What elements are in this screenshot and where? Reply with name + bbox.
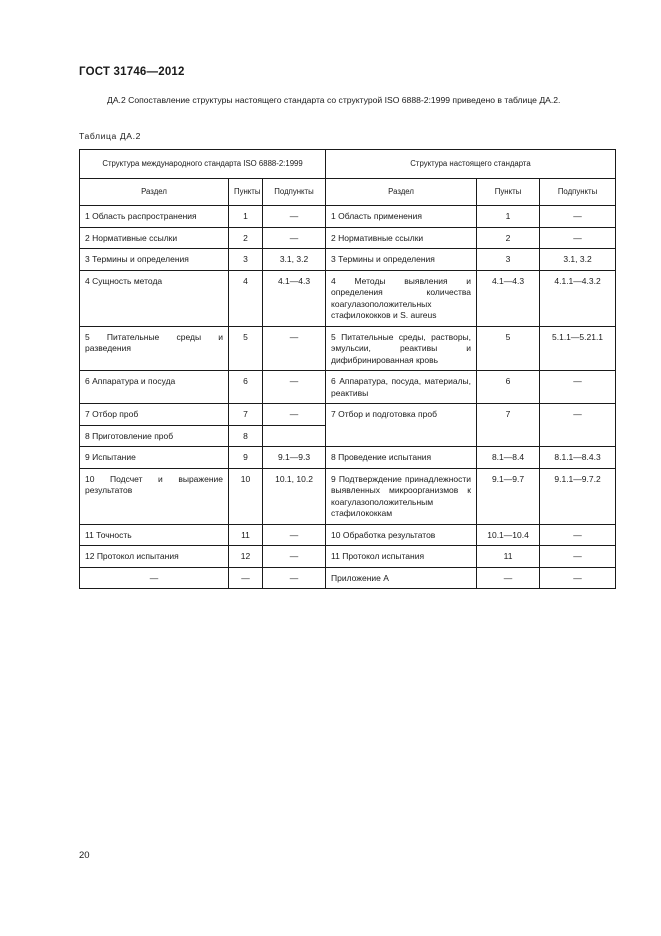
intl-subpoints-cell-empty [263,425,326,447]
nat-points-cell: 11 [477,546,540,568]
nat-section-cell: 2 Нормативные ссылки [326,227,477,249]
table-row [80,447,616,469]
table-row [80,206,616,228]
header-group-national: Структура настоящего стандарта [326,150,616,179]
nat-section-cell: 10 Обработка результатов [326,524,477,546]
intl-points-cell: 5 [229,326,263,371]
nat-points-cell: 10.1—10.4 [477,524,540,546]
intl-points-cell: 2 [229,227,263,249]
nat-subpoints-cell: — [540,567,616,589]
intl-section-cell: 6 Аппаратура и посуда [80,371,229,404]
intl-section-cell: 7 Отбор проб [80,404,229,426]
intl-points-cell: 12 [229,546,263,568]
intl-subpoints-cell: — [263,206,326,228]
intl-subpoints-cell: — [263,404,326,426]
intl-section-cell: 4 Сущность метода [80,270,229,326]
table-row [80,546,616,568]
intl-section-cell: — [80,567,229,589]
intl-points-cell: 9 [229,447,263,469]
table-row [80,524,616,546]
intl-points-cell: 8 [229,425,263,447]
nat-points-cell: 8.1—8.4 [477,447,540,469]
table-row [80,249,616,271]
intl-section-cell: 1 Область распространения [80,206,229,228]
nat-points-cell: — [477,567,540,589]
document-header: ГОСТ 31746—2012 [79,66,185,78]
nat-points-cell: 6 [477,371,540,404]
header-group-international: Структура международного стандарта ISO 6888-2:1999 [80,150,326,179]
nat-section-cell: Приложение А [326,567,477,589]
table-row [80,270,616,326]
table-row [80,567,616,589]
nat-points-cell: 3 [477,249,540,271]
intl-subpoints-cell: 3.1, 3.2 [263,249,326,271]
nat-section-cell: 6 Аппаратура, посуда, материалы, реактивы [326,371,477,404]
table-row [80,404,616,426]
page-number: 20 [79,850,90,861]
table-row [80,227,616,249]
intl-points-cell: 7 [229,404,263,426]
header-section-international: Раздел [80,179,229,206]
nat-subpoints-cell: — [540,524,616,546]
header-subpoints-international: Подпункты [263,179,326,206]
nat-section-cell: 11 Протокол испытания [326,546,477,568]
nat-subpoints-cell: 4.1.1—4.3.2 [540,270,616,326]
comparison-table [79,149,616,589]
header-section-national: Раздел [326,179,477,206]
nat-section-cell: 7 Отбор и подготовка проб [326,404,477,447]
nat-section-cell: 3 Термины и определения [326,249,477,271]
nat-points-cell: 4.1—4.3 [477,270,540,326]
intl-points-cell: 1 [229,206,263,228]
intl-points-cell: 6 [229,371,263,404]
nat-section-cell: 9 Подтверждение принадлежности выявленных микроорганизмов к коагулазоположительным стафилококкам [326,468,477,524]
nat-points-cell: 7 [477,404,540,447]
header-points-national: Пункты [477,179,540,206]
nat-subpoints-cell: — [540,546,616,568]
intl-subpoints-cell: — [263,524,326,546]
table-row [80,326,616,371]
intl-section-cell: 11 Точность [80,524,229,546]
nat-subpoints-cell: — [540,206,616,228]
intl-section-cell: 2 Нормативные ссылки [80,227,229,249]
nat-subpoints-cell: 3.1, 3.2 [540,249,616,271]
intl-subpoints-cell: — [263,567,326,589]
intl-section-cell: 10 Подсчет и выражение результатов [80,468,229,524]
intl-subpoints-cell: 4.1—4.3 [263,270,326,326]
nat-subpoints-cell: 5.1.1—5.21.1 [540,326,616,371]
intl-section-cell: 5 Питательные среды и разведения [80,326,229,371]
nat-points-cell: 5 [477,326,540,371]
nat-subpoints-cell: 9.1.1—9.7.2 [540,468,616,524]
intl-section-cell: 8 Приготовление проб [80,425,229,447]
intl-section-cell: 12 Протокол испытания [80,546,229,568]
intl-points-cell: 4 [229,270,263,326]
intl-section-cell: 9 Испытание [80,447,229,469]
table-caption: Таблица ДА.2 [79,131,142,141]
nat-points-cell: 2 [477,227,540,249]
intl-subpoints-cell: — [263,326,326,371]
nat-section-cell: 1 Область применения [326,206,477,228]
intl-points-cell: — [229,567,263,589]
nat-section-cell: 5 Питательные среды, растворы, эмульсии, реактивы и дифибринированная кровь [326,326,477,371]
intl-subpoints-cell: — [263,546,326,568]
nat-subpoints-cell: 8.1.1—8.4.3 [540,447,616,469]
nat-subpoints-cell: — [540,371,616,404]
intl-points-cell: 10 [229,468,263,524]
intl-subpoints-cell: — [263,371,326,404]
intl-subpoints-cell: — [263,227,326,249]
header-points-international: Пункты [229,179,263,206]
intl-subpoints-cell: 9.1—9.3 [263,447,326,469]
intl-subpoints-cell: 10.1, 10.2 [263,468,326,524]
nat-subpoints-cell: — [540,404,616,447]
nat-points-cell: 1 [477,206,540,228]
nat-points-cell: 9.1—9.7 [477,468,540,524]
nat-section-cell: 8 Проведение испытания [326,447,477,469]
table-row [80,371,616,404]
intro-paragraph: ДА.2 Сопоставление структуры настоящего стандарта со структурой ISO 6888-2:1999 приведено в таблице ДА.2. [107,95,561,105]
header-subpoints-national: Подпункты [540,179,616,206]
nat-subpoints-cell: — [540,227,616,249]
nat-section-cell: 4 Методы выявления и определения количества коагулазоположительных стафилококков и S. aureus [326,270,477,326]
intl-points-cell: 3 [229,249,263,271]
table-row [80,468,616,524]
intl-section-cell: 3 Термины и определения [80,249,229,271]
intl-points-cell: 11 [229,524,263,546]
